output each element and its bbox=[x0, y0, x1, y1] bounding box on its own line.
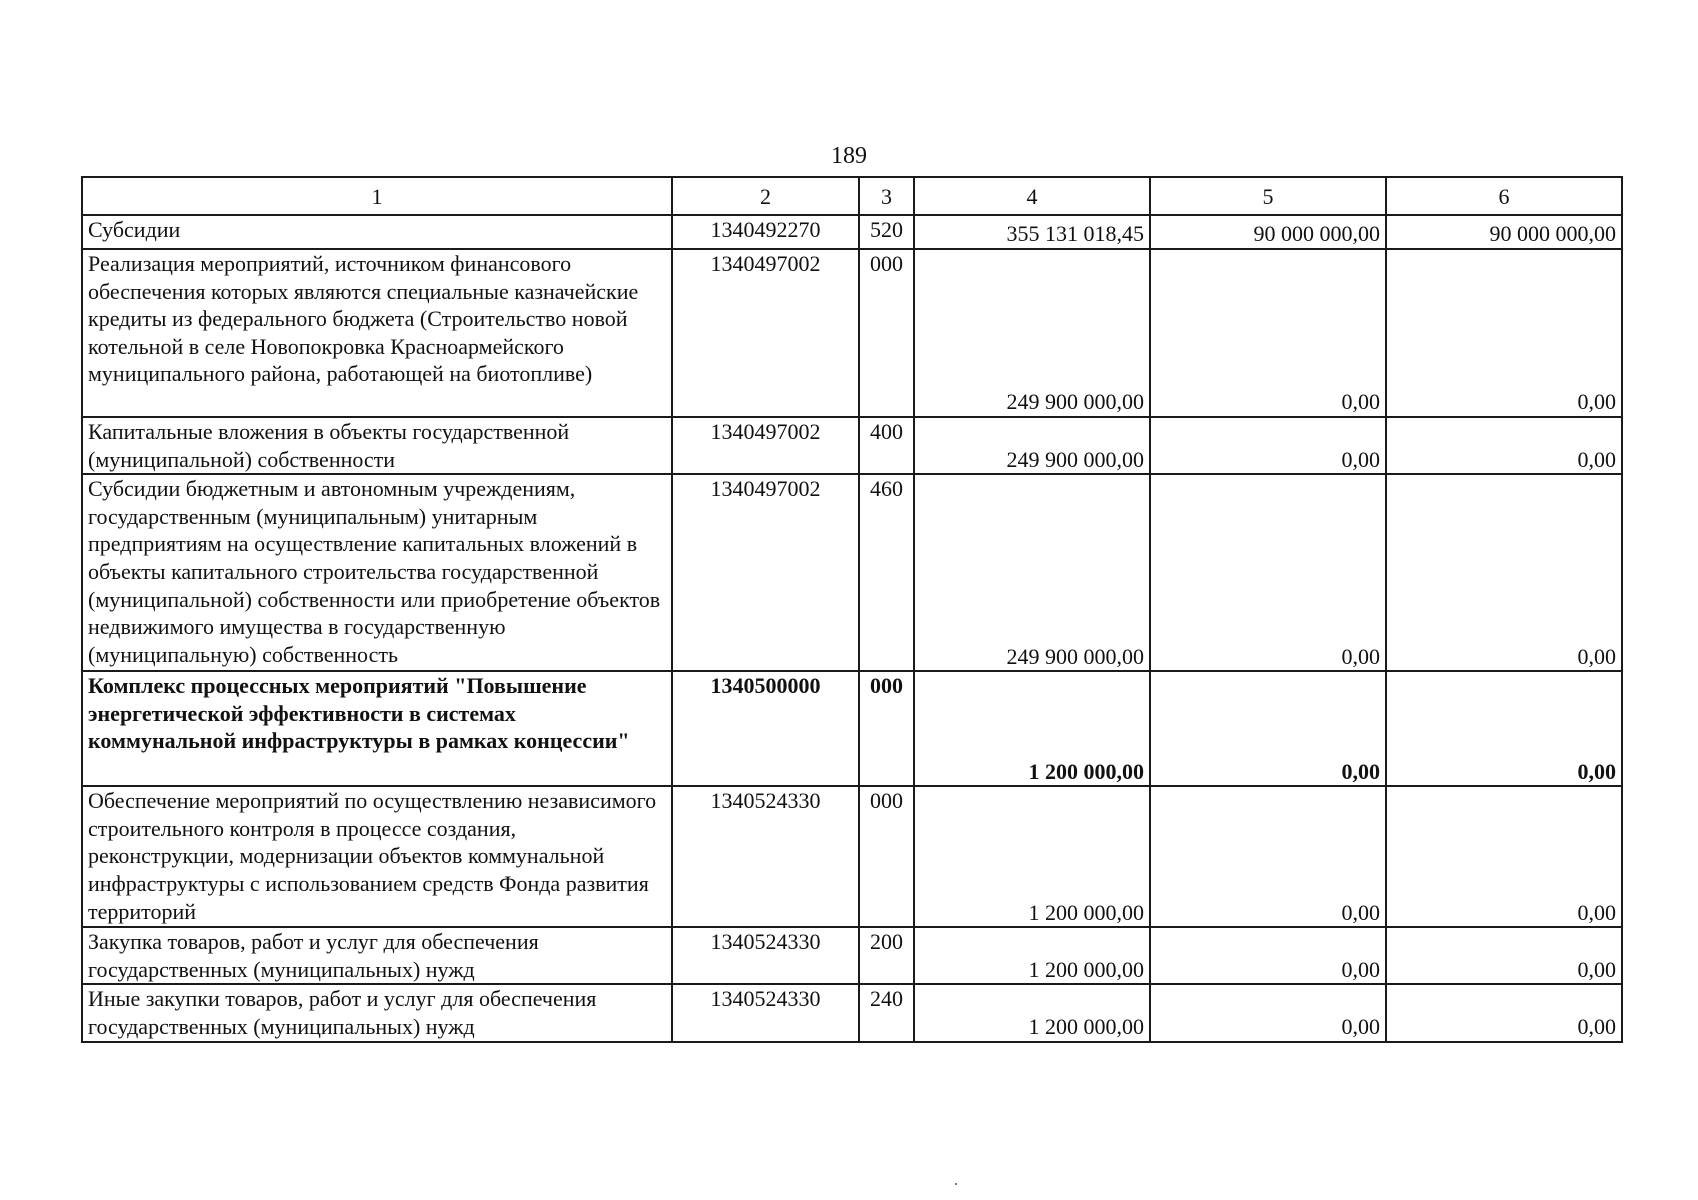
row-name: Капитальные вложения в объекты государственной (муниципальной) собственности bbox=[82, 417, 672, 474]
row-amount-6: 0,00 bbox=[1386, 249, 1622, 417]
row-code: 1340524330 bbox=[672, 984, 859, 1041]
row-amount-4: 1 200 000,00 bbox=[914, 927, 1150, 984]
row-amount-5: 0,00 bbox=[1150, 786, 1386, 927]
budget-table bbox=[81, 176, 1623, 1043]
table-row bbox=[82, 215, 1622, 249]
row-amount-4: 249 900 000,00 bbox=[914, 417, 1150, 474]
row-amount-4: 1 200 000,00 bbox=[914, 786, 1150, 927]
row-amount-4: 249 900 000,00 bbox=[914, 474, 1150, 671]
row-code: 1340492270 bbox=[672, 215, 859, 249]
row-amount-4: 1 200 000,00 bbox=[914, 984, 1150, 1041]
row-amount-6: 0,00 bbox=[1386, 984, 1622, 1041]
row-name: Иные закупки товаров, работ и услуг для обеспечения государственных (муниципальных) нужд bbox=[82, 984, 672, 1041]
row-code: 1340497002 bbox=[672, 474, 859, 671]
row-code: 1340524330 bbox=[672, 927, 859, 984]
row-code: 1340524330 bbox=[672, 786, 859, 927]
header-cell: 2 bbox=[672, 177, 859, 215]
header-cell: 3 bbox=[859, 177, 914, 215]
row-group: 000 bbox=[859, 671, 914, 786]
row-group: 520 bbox=[859, 215, 914, 249]
row-amount-5: 0,00 bbox=[1150, 417, 1386, 474]
table-row bbox=[82, 417, 1622, 474]
row-amount-6: 90 000 000,00 bbox=[1386, 215, 1622, 249]
table-row bbox=[82, 984, 1622, 1041]
row-name: Комплекс процессных мероприятий "Повышение энергетической эффективности в системах коммунальной инфраструктуры в рамках концессии" bbox=[82, 671, 672, 786]
row-amount-5: 0,00 bbox=[1150, 927, 1386, 984]
table-header-row bbox=[82, 177, 1622, 215]
row-amount-6: 0,00 bbox=[1386, 671, 1622, 786]
row-amount-6: 0,00 bbox=[1386, 474, 1622, 671]
row-name: Обеспечение мероприятий по осуществлению независимого строительного контроля в процессе создания, реконструкции, модернизации объектов коммунальной инфраструктуры с использованием средств Фонда развития территорий bbox=[82, 786, 672, 927]
row-name: Закупка товаров, работ и услуг для обеспечения государственных (муниципальных) нужд bbox=[82, 927, 672, 984]
row-group: 400 bbox=[859, 417, 914, 474]
row-group: 000 bbox=[859, 786, 914, 927]
row-code: 1340500000 bbox=[672, 671, 859, 786]
row-group: 460 bbox=[859, 474, 914, 671]
table-row bbox=[82, 671, 1622, 786]
row-amount-5: 0,00 bbox=[1150, 671, 1386, 786]
row-amount-5: 0,00 bbox=[1150, 474, 1386, 671]
header-cell: 5 bbox=[1150, 177, 1386, 215]
row-code: 1340497002 bbox=[672, 249, 859, 417]
row-amount-4: 1 200 000,00 bbox=[914, 671, 1150, 786]
header-cell: 6 bbox=[1386, 177, 1622, 215]
page-number: 189 bbox=[831, 143, 867, 169]
row-amount-5: 0,00 bbox=[1150, 249, 1386, 417]
row-amount-6: 0,00 bbox=[1386, 417, 1622, 474]
row-name: Субсидии бюджетным и автономным учреждениям, государственным (муниципальным) унитарным предприятиям на осуществление капитальных вложений в объекты капитального строительства государственной (муниципальной) собственности или приобретение объектов недвижимого имущества в государственную (муниципальную) собственность bbox=[82, 474, 672, 671]
header-cell: 4 bbox=[914, 177, 1150, 215]
row-name: Реализация мероприятий, источником финансового обеспечения которых являются специальные казначейские кредиты из федерального бюджета (Строительство новой котельной в селе Новопокровка Красноармейского муниципального района, работающей на биотопливе) bbox=[82, 249, 672, 417]
row-amount-5: 90 000 000,00 bbox=[1150, 215, 1386, 249]
row-amount-4: 249 900 000,00 bbox=[914, 249, 1150, 417]
table-row bbox=[82, 786, 1622, 927]
row-amount-4: 355 131 018,45 bbox=[914, 215, 1150, 249]
row-group: 240 bbox=[859, 984, 914, 1041]
scan-speck bbox=[955, 1183, 957, 1185]
row-group: 200 bbox=[859, 927, 914, 984]
row-amount-5: 0,00 bbox=[1150, 984, 1386, 1041]
row-amount-6: 0,00 bbox=[1386, 786, 1622, 927]
header-cell: 1 bbox=[82, 177, 672, 215]
row-code: 1340497002 bbox=[672, 417, 859, 474]
row-name: Субсидии bbox=[82, 215, 672, 249]
table-row bbox=[82, 474, 1622, 671]
row-amount-6: 0,00 bbox=[1386, 927, 1622, 984]
table-row bbox=[82, 927, 1622, 984]
table-row bbox=[82, 249, 1622, 417]
row-group: 000 bbox=[859, 249, 914, 417]
